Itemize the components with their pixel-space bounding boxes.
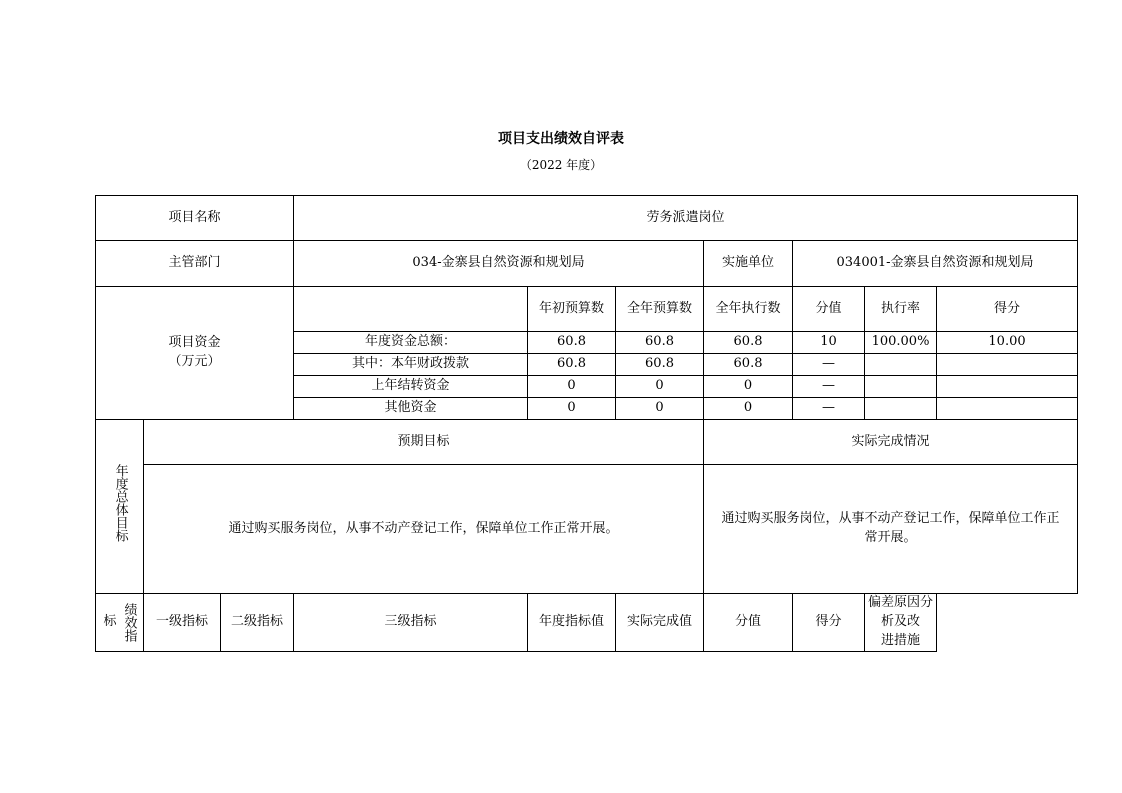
funds-row-executed: 60.8 [704, 332, 793, 354]
funds-row-name: 其中：本年财政拨款 [294, 354, 528, 376]
funds-header-score: 得分 [937, 287, 1078, 332]
dept-label: 主管部门 [96, 241, 294, 287]
funds-header-blank [294, 287, 528, 332]
funds-header-annual: 全年预算数 [616, 287, 704, 332]
department-row [96, 241, 1078, 287]
funds-row-initial: 60.8 [528, 354, 616, 376]
funds-row-name: 年度资金总额： [294, 332, 528, 354]
header-score: 得分 [793, 594, 865, 652]
funds-row-executed: 0 [704, 398, 793, 420]
goals-side-label [96, 420, 144, 594]
funds-label-line1: 项目资金 [168, 335, 221, 351]
funds-row-rate [865, 354, 937, 376]
indicators-side-label-b: 绩效指 [121, 602, 137, 642]
funds-header-initial: 年初预算数 [528, 287, 616, 332]
funds-label-line2: （万元） [168, 354, 221, 369]
funds-row-executed: 0 [704, 376, 793, 398]
funds-row-initial: 0 [528, 398, 616, 420]
header-score-value: 分值 [704, 594, 793, 652]
funds-row-score-value: — [793, 354, 865, 376]
expected-goal-text: 通过购买服务岗位，从事不动产登记工作，保障单位工作正常开展。 [144, 465, 704, 594]
funds-row-annual: 0 [616, 376, 704, 398]
indicators-side-label-a: 标 [103, 613, 117, 629]
funds-row-score-value: — [793, 398, 865, 420]
expected-goal-header: 预期目标 [144, 420, 704, 465]
goals-header-row [96, 420, 1078, 465]
funds-row-initial: 0 [528, 376, 616, 398]
funds-row-rate [865, 398, 937, 420]
funds-row-name: 上年结转资金 [294, 376, 528, 398]
funds-header-executed: 全年执行数 [704, 287, 793, 332]
dept-value: 034-金寨县自然资源和规划局 [294, 241, 704, 287]
funds-row-annual: 0 [616, 398, 704, 420]
funds-label [96, 287, 294, 420]
funds-header-rate: 执行率 [865, 287, 937, 332]
funds-row-rate: 100.00% [865, 332, 937, 354]
project-name-row [96, 196, 1078, 241]
page-subtitle: （2022 年度） [519, 158, 603, 172]
funds-row-annual: 60.8 [616, 354, 704, 376]
funds-row-name: 其他资金 [294, 398, 528, 420]
project-name-label: 项目名称 [96, 196, 294, 241]
funds-row-score [937, 376, 1078, 398]
goals-side-label-text: 年度总体目标 [112, 464, 128, 543]
impl-label: 实施单位 [704, 241, 793, 287]
funds-row-score [937, 398, 1078, 420]
funds-row-annual: 60.8 [616, 332, 704, 354]
funds-row-score-value: — [793, 376, 865, 398]
goals-content-row [96, 465, 1078, 594]
header-deviation-line2: 进措施 [881, 632, 921, 648]
funds-row-initial: 60.8 [528, 332, 616, 354]
impl-value: 034001-金寨县自然资源和规划局 [793, 241, 1078, 287]
funds-row-score: 10.00 [937, 332, 1078, 354]
header-deviation [865, 594, 937, 652]
header-annual-value: 年度指标值 [528, 594, 616, 652]
actual-goal-header: 实际完成情况 [704, 420, 1078, 465]
project-name-value: 劳务派遣岗位 [294, 196, 1078, 241]
header-level2: 二级指标 [221, 594, 294, 652]
funds-row-score [937, 354, 1078, 376]
actual-goal-text-line2: 常开展。 [864, 530, 917, 545]
funds-row-score-value: 10 [793, 332, 865, 354]
actual-goal-text [704, 465, 1078, 594]
header-level3: 三级指标 [294, 594, 528, 652]
funds-row-executed: 60.8 [704, 354, 793, 376]
funds-header-row [96, 287, 1078, 332]
actual-goal-text-line1: 通过购买服务岗位，从事不动产登记工作，保障单位工作正 [721, 511, 1060, 527]
indicators-side-label [96, 594, 144, 652]
page-title: 项目支出绩效自评表 [498, 131, 624, 147]
header-deviation-line1: 偏差原因分析及改 [868, 595, 934, 629]
indicators-header-row [96, 594, 1078, 652]
evaluation-table [95, 195, 1078, 652]
funds-row-rate [865, 376, 937, 398]
funds-header-score-value: 分值 [793, 287, 865, 332]
header-level1: 一级指标 [144, 594, 221, 652]
header-actual-value: 实际完成值 [616, 594, 704, 652]
